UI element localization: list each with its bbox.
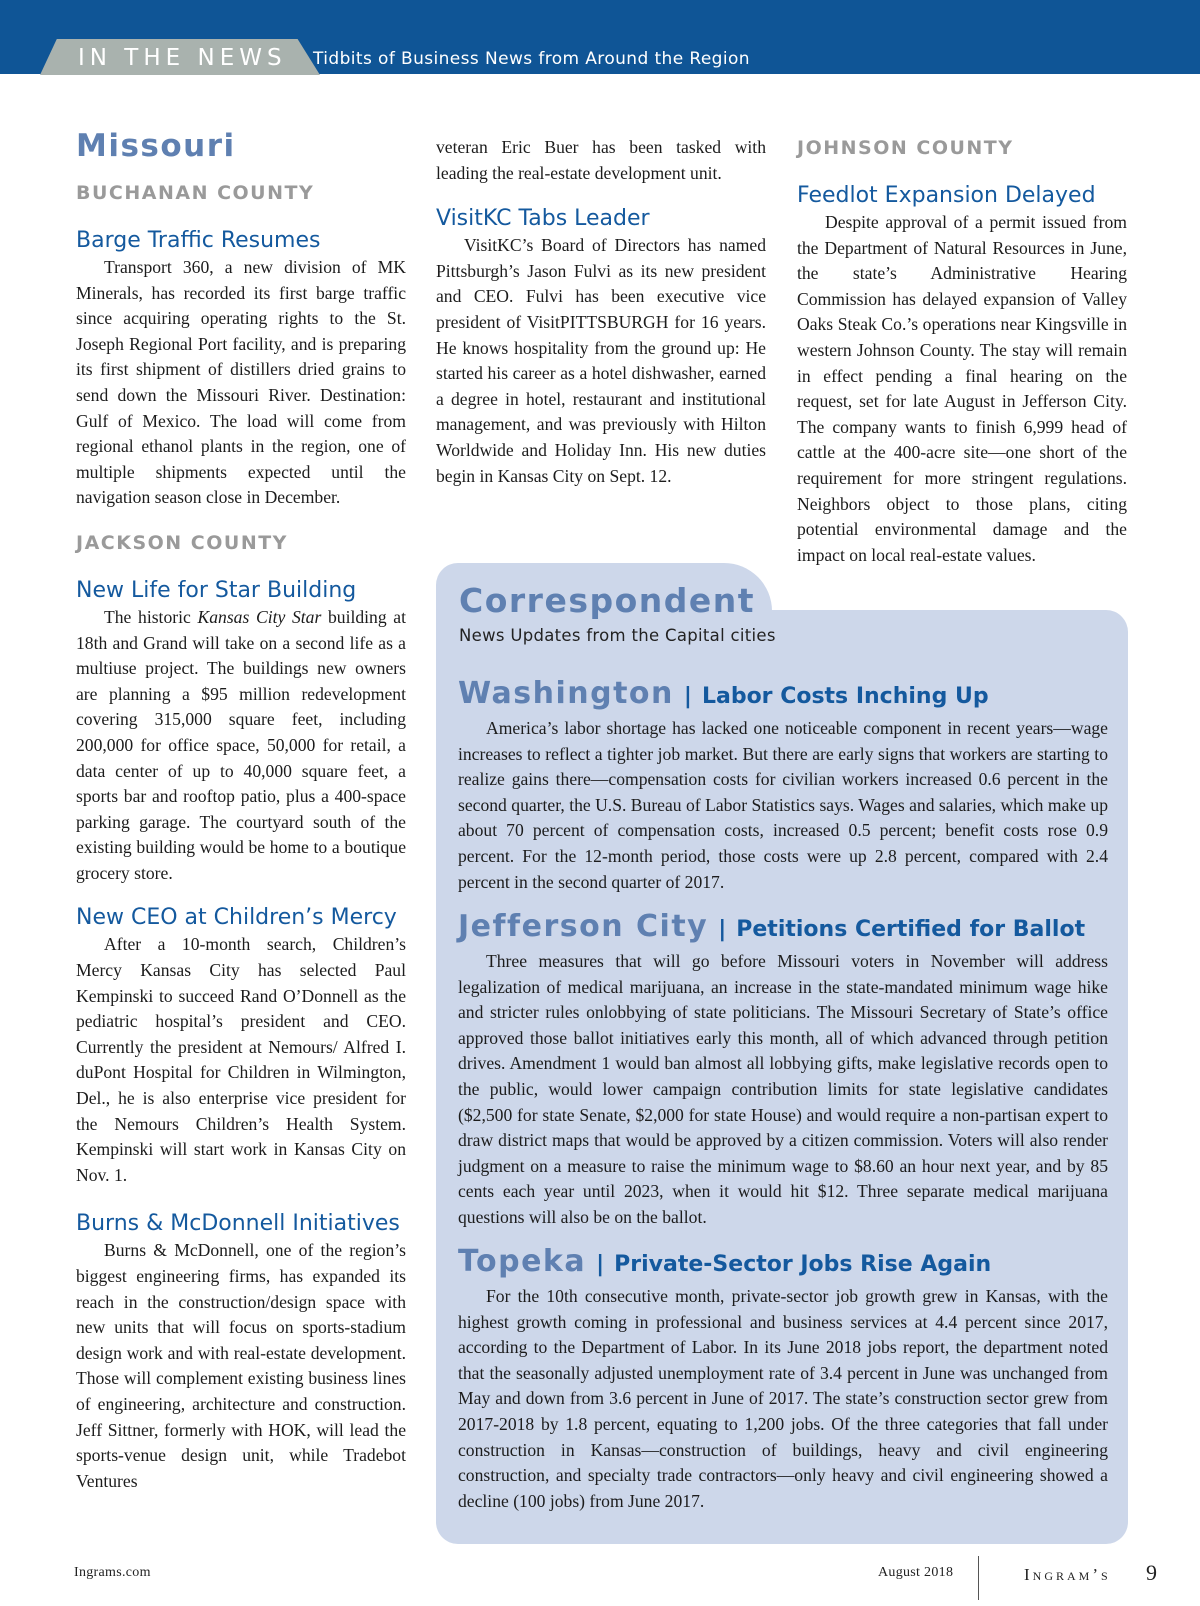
correspondent-item-jefferson-city <box>458 908 1108 1231</box>
topic-title: Petitions Certified for Ballot <box>736 917 1086 942</box>
column-right <box>797 136 1127 568</box>
headline-burns-mcdonnell: Burns & McDonnell Initiatives <box>76 1211 400 1237</box>
newspaper-name: Kansas City Star <box>197 606 322 627</box>
footer-brand: Ingram’s <box>1024 1565 1111 1584</box>
correspondent-headline <box>458 675 1108 716</box>
correspondent-headline <box>458 1243 1108 1284</box>
article-star-text-post: building at 18th and Grand will take on a second life as a multiuse project. The buildings new owners are planning a $95 million redevelopment covering 315,000 square feet, including 200,000 for office space, 50,000 for retail, a data center of up to 40,000 square feet, a sports bar and rooftop patio, plus a 400-space parking garage. The courtyard south of the existing building would be home to a boutique grocery store. <box>76 606 406 883</box>
headline-visitkc: VisitKC Tabs Leader <box>436 206 650 232</box>
headline-separator: | <box>718 917 727 942</box>
page-number: 9 <box>1146 1560 1157 1585</box>
article-washington: America’s labor shortage has lacked one noticeable component in recent years—wage increases to reflect a tighter job market. But there are early signs that workers are starting to realize gains there—compensation costs for civilian workers increased 0.6 percent in the second quarter, the U.S. Bureau of Labor Statistics says. Wages and salaries, which make up about 70 percent of compensation costs, increased 0.5 percent; benefit costs rose 0.9 percent. For the 12-month period, those costs were up 2.8 percent, compared with 2.4 percent in the second quarter of 2017. <box>458 718 1108 892</box>
article-star-building <box>76 605 406 887</box>
topic-title: Labor Costs Inching Up <box>701 684 989 709</box>
headline-childrens-mercy: New CEO at Children’s Mercy <box>76 905 397 931</box>
county-label-johnson: JOHNSON COUNTY <box>797 137 1014 159</box>
article-barge-traffic: Transport 360, a new division of MK Minerals, has recorded its first barge traffic since acquiring operating rights to the St. Joseph Regional Port facility, and is preparing its first shipment of distillers dried grains to send down the Missouri River. Destination: Gulf of Mexico. The load will come from regional ethanol plants in the region, one of multiple shipments expected until the navigation season close in December. <box>76 257 406 508</box>
city-name: Jefferson City <box>458 909 709 944</box>
correspondent-item-washington <box>458 675 1108 895</box>
article-jefferson-city: Three measures that will go before Missouri voters in November will address legalization of medical marijuana, an increase in the state-mandated minimum wage hike and stricter rules onlobbying of state politicians. The Missouri Secretary of State’s office approved those ballot initiatives early this month, all of which advanced through petition drives. Amendment 1 would ban almost all lobbying gifts, make legislative records open to the public, would lower campaign contribution limits for state legislative candidates ($2,500 for state Senate, $2,000 for state House) and would require a non-partisan expert to draw district maps that would be approved by a citizen commission. Voters will also render judgment on a measure to raise the minimum wage to $8.60 an hour next year, and by 85 cents each year until 2023, when it would hit $12. Three separate medical marijuana questions will also be on the ballot. <box>458 951 1108 1227</box>
topic-title: Private-Sector Jobs Rise Again <box>614 1252 992 1277</box>
column-middle <box>436 135 766 489</box>
section-subtitle: Tidbits of Business News from Around the Region <box>313 49 750 69</box>
state-heading: Missouri <box>76 128 236 164</box>
correspondent-subtitle: News Updates from the Capital cities <box>459 626 776 645</box>
correspondent-title: Correspondent <box>459 581 756 620</box>
footer-website: Ingrams.com <box>74 1565 151 1580</box>
correspondent-headline <box>458 908 1108 949</box>
city-name: Topeka <box>458 1244 587 1279</box>
article-childrens-mercy: After a 10-month search, Children’s Mercy Kansas City has selected Paul Kempinski to succeed Rand O’Donnell as the pediatric hospital’s president and CEO. Currently the president at Nemours/ Alfred I. duPont Hospital for Children in Wilmington, Del., he is also enterprise vice president for the Nemours Children’s Health System. Kempinski will start work in Kansas City on Nov. 1. <box>76 934 406 1185</box>
headline-separator: | <box>683 684 692 709</box>
article-burns-mcdonnell-continued: veteran Eric Buer has been tasked with leading the real-estate development unit. <box>436 137 766 183</box>
headline-feedlot: Feedlot Expansion Delayed <box>797 183 1096 208</box>
county-label-jackson: JACKSON COUNTY <box>76 531 288 554</box>
article-star-text-pre: The historic <box>104 606 198 627</box>
footer-divider <box>978 1556 979 1600</box>
headline-star-building: New Life for Star Building <box>76 577 357 603</box>
article-visitkc: VisitKC’s Board of Directors has named Pittsburgh’s Jason Fulvi as its new president and CEO. Fulvi has been executive vice president of VisitPITTSBURGH for 16 years. He knows hospitality from the ground up: He started his career as a hotel dishwasher, earned a degree in hotel, restaurant and institutional management, and was previously with Hilton Worldwide and Holiday Inn. His new duties begin in Kansas City on Sept. 12. <box>436 235 766 486</box>
correspondent-item-topeka <box>458 1243 1108 1514</box>
article-burns-mcdonnell: Burns & McDonnell, one of the region’s biggest engineering firms, has expanded its reach in the construction/design space with new units that will focus on sports-stadium design work and with real-estate development. Those will complement existing business lines of engineering, architecture and construction. Jeff Sittner, formerly with HOK, will lead the sports-venue design unit, while Tradebot Ventures <box>76 1240 406 1491</box>
article-feedlot: Despite approval of a permit issued from the Department of Natural Resources in June, the state’s Administrative Hearing Commission has delayed expansion of Valley Oaks Steak Co.’s operations near Kingsville in western Johnson County. The stay will remain in effect pending a final hearing on the request, set for late August in Jefferson City. The company wants to finish 6,999 head of cattle at the 400-acre site—one short of the requirement for more stringent regulations. Neighbors object to those plans, citing potential environmental damage and the impact on local real-estate values. <box>797 212 1127 565</box>
column-left <box>76 128 406 1494</box>
city-name: Washington <box>458 676 674 711</box>
footer-issue-date: August 2018 <box>878 1565 954 1580</box>
county-label-buchanan: BUCHANAN COUNTY <box>76 182 315 204</box>
headline-separator: | <box>596 1252 605 1277</box>
section-title: IN THE NEWS <box>78 45 287 71</box>
article-topeka: For the 10th consecutive month, private-sector job growth grew in Kansas, with the highest growth coming in professional and business services at 4.4 percent since 2017, according to the Department of Labor. In its June 2018 jobs report, the department noted that the seasonally adjusted unemployment rate of 3.4 percent in June was unchanged from May and down from 3.6 percent in June of 2017. The state’s construction sector grew from 2017-2018 by 1.8 percent, equating to 1,200 jobs. Of the three categories that fall under construction in Kansas—construction of buildings, heavy and civil engineering construction, and specialty trade contractors—only heavy and civil engineering showed a decline (100 jobs) from June 2017. <box>458 1286 1108 1511</box>
headline-barge-traffic: Barge Traffic Resumes <box>76 228 321 253</box>
